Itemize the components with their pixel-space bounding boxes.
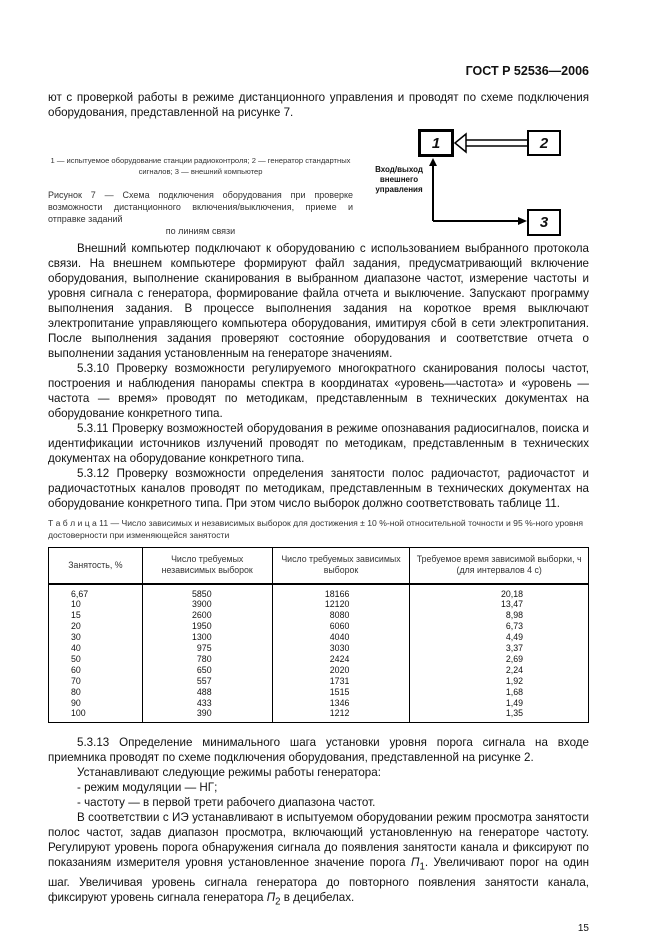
table-cell: 6060 <box>272 621 410 632</box>
table-row <box>49 665 589 676</box>
list-item: - режим модуляции — НГ; <box>77 781 218 795</box>
table-cell: 13,47 <box>410 599 589 610</box>
table-cell: 5850 <box>142 584 272 600</box>
table-row <box>49 687 589 698</box>
table-cell: 2,69 <box>410 654 589 665</box>
table-row <box>49 708 589 722</box>
text: В соответствии с ИЭ устанавливают в испытуемом оборудовании режим просмотра занятости полос частот, задав диапазон просмотра, включающий установленную на генераторе частоту. Регулируют уровень порога обнаружения сигнала до появления занятости канала и фиксируют по показаниям измерителя уровня установленное значение порога <box>48 811 589 870</box>
table-cell: 433 <box>142 698 272 709</box>
table-cell: 2020 <box>272 665 410 676</box>
paragraph <box>48 810 589 909</box>
table-cell: 20,18 <box>410 584 589 600</box>
table-cell: 12120 <box>272 599 410 610</box>
table-cell: 20 <box>49 621 143 632</box>
document-header: ГОСТ Р 52536—2006 <box>465 64 589 78</box>
table-cell: 8,98 <box>410 610 589 621</box>
box-1: 1 <box>418 129 454 157</box>
table-cell: 3,37 <box>410 643 589 654</box>
table-cell: 3900 <box>142 599 272 610</box>
table-cell: 50 <box>49 654 143 665</box>
column-header: Число требуемых зависимых выборок <box>272 548 410 584</box>
table-cell: 40 <box>49 643 143 654</box>
table-cell: 1,49 <box>410 698 589 709</box>
body-section-1 <box>48 241 589 511</box>
text: . Увеличивают порог на один шаг. Увеличивая уровень сигнала генератора до повторного появления занятости канала, фиксируют уровень сигнала генератора <box>48 856 589 904</box>
table-cell: 780 <box>142 654 272 665</box>
table-cell: 1212 <box>272 708 410 722</box>
symbol: П <box>411 856 420 870</box>
table-cell: 1,68 <box>410 687 589 698</box>
table-11 <box>48 547 589 723</box>
main-flow <box>48 241 589 934</box>
box-3: 3 <box>527 209 561 236</box>
table-cell: 6,67 <box>49 584 143 600</box>
table-cell: 1300 <box>142 632 272 643</box>
table-cell: 6,73 <box>410 621 589 632</box>
subscript: 1 <box>419 861 425 873</box>
table-row <box>49 599 589 610</box>
text: в децибелах. <box>280 890 355 904</box>
column-header: Требуемое время зависимой выборки, ч (для интервалов 4 с) <box>410 548 589 584</box>
table-row <box>49 584 589 600</box>
table-row <box>49 610 589 621</box>
table-cell: 557 <box>142 676 272 687</box>
table-cell: 80 <box>49 687 143 698</box>
table-cell: 650 <box>142 665 272 676</box>
intro-paragraph: ют с проверкой работы в режиме дистанционного управления и проводят по схеме подключения оборудования, представленной на рисунке 7. <box>48 91 589 119</box>
table-cell: 2600 <box>142 610 272 621</box>
caption-end: по линиям связи <box>165 226 236 236</box>
table-cell: 1950 <box>142 621 272 632</box>
table-cell: 60 <box>49 665 143 676</box>
figure-legend: 1 — испытуемое оборудование станции радиоконтроля; 2 — генератор стандартных сигналов; 3 — внешний компьютер <box>50 156 351 176</box>
table-cell: 1731 <box>272 676 410 687</box>
list-item: - частоту — в первой трети рабочего диапазона частот. <box>77 796 376 810</box>
table-row <box>49 654 589 665</box>
table-cell: 1,35 <box>410 708 589 722</box>
connection-arrows <box>0 0 661 240</box>
column-header: Занятость, % <box>49 548 143 584</box>
paragraph-5-3-12: 5.3.12 Проверку возможности определения занятости полос радиочастот, радиочастот и радиочастотных каналов проводят по методикам, представленным в технических документах на оборудование конкретного типа. При этом число выборок должно соответствовать таблице 11. <box>48 467 589 510</box>
table-cell: 1515 <box>272 687 410 698</box>
table-cell: 390 <box>142 708 272 722</box>
table-cell: 4040 <box>272 632 410 643</box>
table-cell: 30 <box>49 632 143 643</box>
body-section-2 <box>48 735 589 909</box>
paragraph: Устанавливают следующие режимы работы генератора: <box>77 766 381 780</box>
symbol: П <box>266 890 276 904</box>
table-row <box>49 698 589 709</box>
table-cell: 10 <box>49 599 143 610</box>
table-row <box>49 632 589 643</box>
page-number: 15 <box>577 923 589 934</box>
table-caption: Т а б л и ц а 11 — Число зависимых и независимых выборок для достижения ± 10 %-ной относительной точности и 95 %-ного уровня достоверности при изменяющейся занятости <box>48 518 583 540</box>
table-cell: 975 <box>142 643 272 654</box>
table-cell: 4,49 <box>410 632 589 643</box>
table-cell: 3030 <box>272 643 410 654</box>
table-row <box>49 643 589 654</box>
table-cell: 18166 <box>272 584 410 600</box>
table-cell: 2424 <box>272 654 410 665</box>
table-cell: 100 <box>49 708 143 722</box>
table-cell: 1,92 <box>410 676 589 687</box>
table-cell: 15 <box>49 610 143 621</box>
paragraph-5-3-11: 5.3.11 Проверку возможностей оборудования в режиме опознавания радиосигналов, поиска и идентификации источников излучений проводят по методикам, представленным в технических документах на оборудование конкретного типа. <box>48 422 589 465</box>
column-header: Число требуемых независимых выборок <box>142 548 272 584</box>
table-cell: 70 <box>49 676 143 687</box>
subscript: 2 <box>275 896 281 907</box>
table-cell: 90 <box>49 698 143 709</box>
io-label: Вход/выход внешнего управления <box>375 165 423 194</box>
table-cell: 1346 <box>272 698 410 709</box>
table-row <box>49 621 589 632</box>
table-cell: 2,24 <box>410 665 589 676</box>
paragraph: Внешний компьютер подключают к оборудованию с использованием выбранного протокола связи. На внешнем компьютере формируют файл задания, предусматривающий включение оборудования, выполнение сканирования в выбранном диапазоне частот, измерение частоты и уровня сигнала с генератора, формирование файла отчета и выключение. Запускают программу выполнения задания. В процессе выполнения задания на короткое время выключают электропитание управляющего компьютера оборудования, имитируя сбой в сети электропитания. После выполнения задания проверяют состояние оборудования и соответствие отчета о выполнении задания установленным на генераторе значениям. <box>48 242 589 360</box>
table-cell: 488 <box>142 687 272 698</box>
paragraph-5-3-10: 5.3.10 Проверку возможности регулируемого многократного сканирования полосы частот, построения и наблюдения панорамы спектра в координатах «уровень—частота» и «уровень — частота — время» проводят по методикам, представленным в технических документах на оборудование конкретного типа. <box>48 362 589 420</box>
caption-text: Рисунок 7 — Схема подключения оборудования при проверке возможности дистанционного включения/выключения, приеме и отправке заданий <box>48 190 353 224</box>
paragraph-5-3-13: 5.3.13 Определение минимального шага установки уровня порога сигнала на входе приемника проводят по схеме подключения оборудования, представленной на рисунке 2. <box>48 736 589 765</box>
box-2: 2 <box>527 130 561 156</box>
table-cell: 8080 <box>272 610 410 621</box>
table-row <box>49 676 589 687</box>
